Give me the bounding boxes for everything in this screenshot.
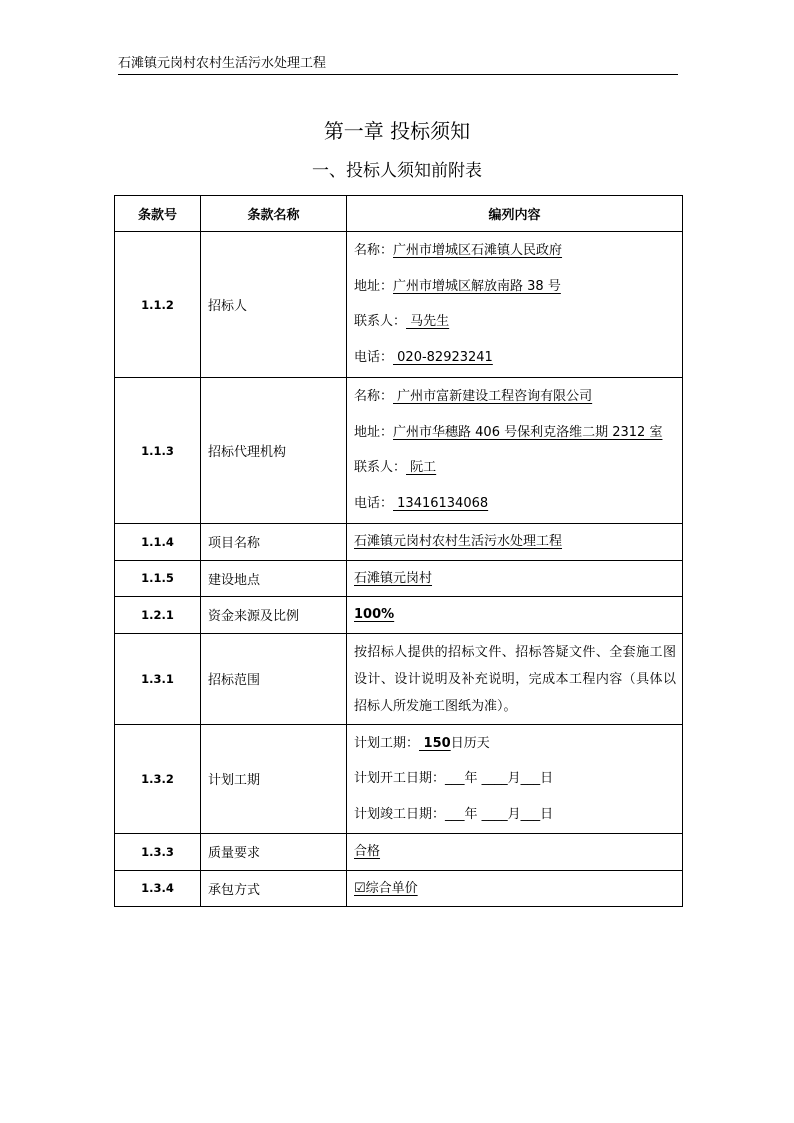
running-header-title: 石滩镇元岗村农村生活污水处理工程	[118, 56, 327, 71]
agency-phone: 13416134068	[393, 495, 489, 511]
field-label: 联系人：	[354, 314, 407, 329]
running-header	[118, 55, 678, 75]
clause-content	[347, 378, 683, 524]
tenderer-phone: 020-82923241	[393, 349, 493, 365]
clause-content	[347, 633, 683, 724]
clause-name: 建设地点	[201, 560, 347, 597]
clause-no: 1.1.4	[115, 524, 201, 561]
field-label: 名称：	[354, 389, 394, 404]
construction-site: 石滩镇元岗村	[354, 570, 433, 586]
clause-no: 1.2.1	[115, 597, 201, 634]
agency-contact: 阮工	[406, 460, 437, 475]
clause-content	[347, 834, 683, 871]
clause-content	[347, 724, 683, 834]
table-row	[115, 560, 683, 597]
duration-unit: 日历天	[450, 735, 490, 751]
field-label: 名称：	[354, 243, 394, 258]
clause-no: 1.3.3	[115, 834, 201, 871]
table-row	[115, 870, 683, 907]
table-row	[115, 232, 683, 378]
tenderer-name: 广州市增城区石滩镇人民政府	[393, 243, 563, 258]
clause-no: 1.1.5	[115, 560, 201, 597]
bidder-instructions-table	[114, 195, 683, 907]
header-clause-name: 条款名称	[201, 196, 347, 232]
field-label: 地址：	[354, 424, 394, 440]
table-header-row	[115, 196, 683, 232]
clause-name: 项目名称	[201, 524, 347, 561]
clause-content	[347, 524, 683, 561]
field-label: 计划工期：	[354, 735, 420, 751]
clause-name: 招标范围	[201, 633, 347, 724]
clause-content	[347, 560, 683, 597]
field-label: 电话：	[354, 495, 394, 511]
field-label: 地址：	[354, 278, 394, 294]
table-row	[115, 378, 683, 524]
duration-days: 150	[419, 735, 451, 751]
table-row	[115, 724, 683, 834]
clause-no: 1.3.4	[115, 870, 201, 907]
table-row	[115, 633, 683, 724]
planned-start-date: 计划开工日期：___年 ____月___日	[354, 771, 554, 786]
funding-ratio: 100%	[354, 607, 395, 622]
table-row	[115, 597, 683, 634]
field-label: 联系人：	[354, 460, 407, 475]
clause-content	[347, 597, 683, 634]
chapter-title: 第一章 投标须知	[323, 119, 471, 143]
tenderer-address: 广州市增城区解放南路 38 号	[393, 278, 561, 294]
quality-requirement: 合格	[354, 844, 381, 859]
clause-name: 招标人	[201, 232, 347, 378]
clause-no: 1.1.3	[115, 378, 201, 524]
contract-method: ☑综合单价	[354, 880, 418, 896]
agency-name: 广州市富新建设工程咨询有限公司	[393, 389, 593, 404]
project-name: 石滩镇元岗村农村生活污水处理工程	[354, 534, 563, 549]
clause-no: 1.3.1	[115, 633, 201, 724]
planned-completion-date: 计划竣工日期：___年 ____月___日	[354, 806, 554, 822]
header-clause-no: 条款号	[115, 196, 201, 232]
clause-name: 计划工期	[201, 724, 347, 834]
clause-content	[347, 870, 683, 907]
tender-scope: 按招标人提供的招标文件、招标答疑文件、全套施工图设计、设计说明及补充说明，完成本工程内容（具体以招标人所发施工图纸为准）。	[354, 644, 676, 714]
clause-content	[347, 232, 683, 378]
clause-no: 1.3.2	[115, 724, 201, 834]
section-title: 一、投标人须知前附表	[312, 161, 482, 181]
clause-no: 1.1.2	[115, 232, 201, 378]
clause-name: 质量要求	[201, 834, 347, 871]
table-row	[115, 524, 683, 561]
clause-name: 承包方式	[201, 870, 347, 907]
header-content: 编列内容	[347, 196, 683, 232]
tenderer-contact: 马先生	[406, 314, 450, 329]
field-label: 电话：	[354, 349, 394, 365]
agency-address: 广州市华穗路 406 号保利克洛维二期 2312 室	[393, 424, 663, 440]
table-row	[115, 834, 683, 871]
clause-name: 资金来源及比例	[201, 597, 347, 634]
clause-name: 招标代理机构	[201, 378, 347, 524]
